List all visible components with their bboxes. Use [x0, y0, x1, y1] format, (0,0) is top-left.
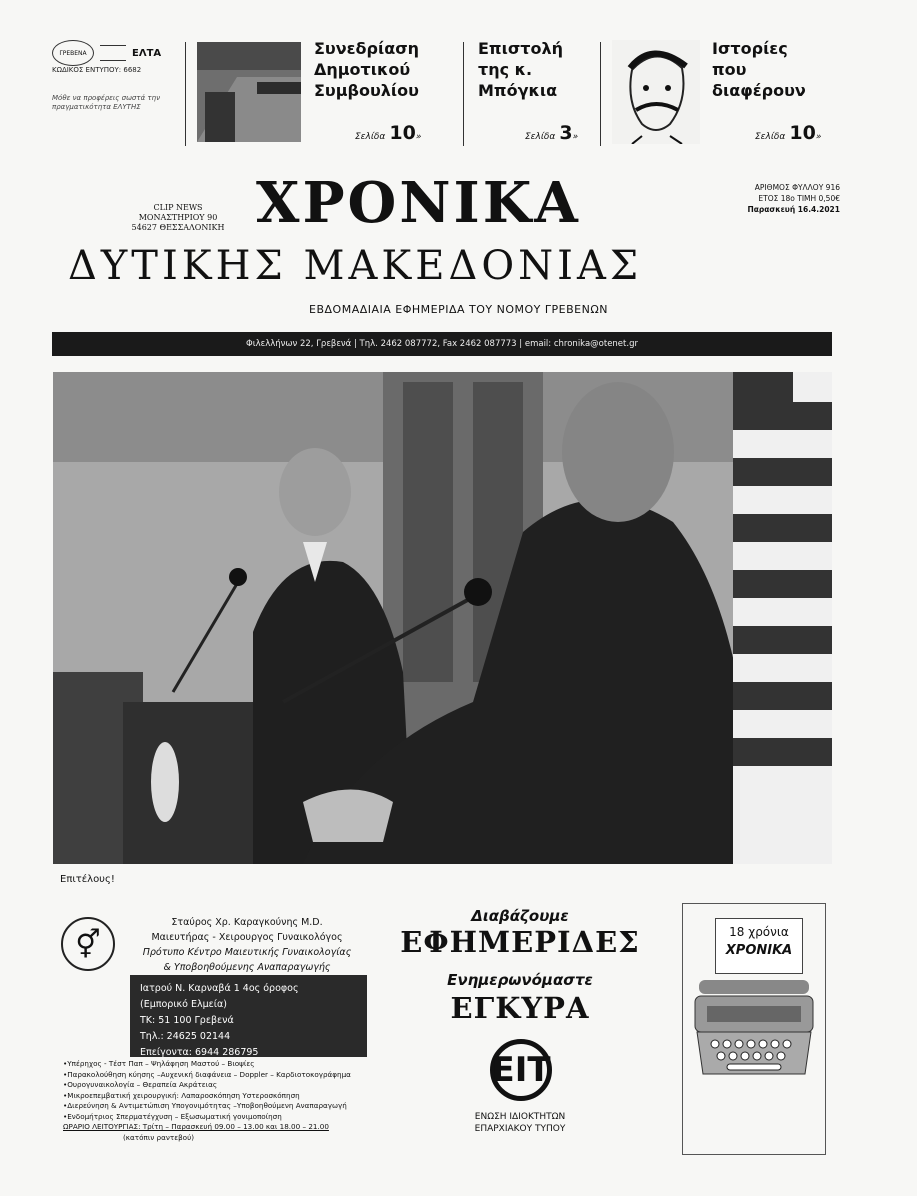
- eit-logo-icon: ΕΙΤ: [490, 1039, 552, 1101]
- teaser-title-council[interactable]: Συνεδρίαση Δημοτικού Συμβουλίου: [314, 39, 420, 100]
- ad-line-informed: Ενημερωνόμαστε: [447, 971, 593, 989]
- issue-info: ΑΡΙΘΜΟΣ ΦΥΛΛΟΥ 916 ΕΤΟΣ 18ο ΤΙΜΗ 0,50€ Παρασκευή 16.4.2021: [747, 183, 840, 214]
- doctor-ad[interactable]: [55, 903, 365, 1153]
- teaser-page-council[interactable]: Σελίδα 10»: [355, 122, 422, 144]
- teaser-title-letter[interactable]: Επιστολή της κ. Μπόγκια: [478, 39, 563, 100]
- teaser-title-stories[interactable]: Ιστορίες που διαφέρουν: [712, 39, 806, 100]
- teaser-page-letter[interactable]: Σελίδα 3»: [525, 122, 579, 144]
- doctor-services: •Υπέρηχος - Τέστ Παπ – Ψηλάφηση Μαστού – Βιοψίες •Παρακολούθηση κύησης –Αυχενική διαφάνεια – Doppler – Καρδιοτοκογράφημα •Ουρογυναικολογία – Θεραπεία Ακράτειας •Μικροεπεμβατική χειρουργική: Λαπαροσκόπηση Υστεροσκόπηση •Διερεύνηση & Αντιμετώπιση Υπογονιμότητας –Υποβοηθούμενη Αναπαραγωγή •Ενδομήτριος Σπερματέγχυση – Εξωσωματική γονιμοποίηση ΩΡΑΡΙΟ ΛΕΙΤΟΥΡΓΙΑΣ: Τρίτη – Παρασκευή 09.00 – 13.00 και 18.00 – 21.00 (κατόπιν ραντεβού): [63, 1059, 351, 1142]
- typewriter-icon: [693, 974, 815, 1084]
- elta-stamp: [52, 40, 182, 66]
- front-photo: [53, 372, 832, 864]
- elta-logo: ΕΛΤΑ: [132, 47, 162, 59]
- quote-note: Μόθε να προφέρεις σωστά την πραγματικότητα ΕΛΥΤΗΣ: [52, 94, 160, 111]
- typewriter-paper: 18 χρόνια ΧΡΟΝΙΚΑ: [715, 918, 803, 974]
- doctor-contact: Ιατρού Ν. Καρναβά 1 4ος όροφος (Εμπορικό Ελμεία) ΤΚ: 51 100 Γρεβενά Τηλ.: 24625 02144 Επείγοντα: 6944 286795: [130, 975, 367, 1057]
- divider: [463, 42, 464, 146]
- union-name: ΕΝΩΣΗ ΙΔΙΟΚΤΗΤΩΝ ΕΠΑΡΧΙΑΚΟΥ ΤΥΠΟΥ: [474, 1112, 566, 1134]
- divider: [185, 42, 186, 146]
- masthead-title: ΧΡΟΝΙΚΑ: [256, 170, 581, 236]
- clip-address: CLIP NEWS ΜΟΝΑΣΤΗΡΙΟΥ 90 54627 ΘΕΣΣΑΛΟΝΙΚΗ: [131, 203, 225, 232]
- anniversary-ad[interactable]: [682, 903, 826, 1155]
- postal-block: [52, 40, 182, 112]
- ad-line-valid: ΕΓΚΥΡΑ: [450, 991, 590, 1025]
- wave-lines-icon: [100, 45, 126, 61]
- tagline: ΕΒΔΟΜΑΔΙΑΙΑ ΕΦΗΜΕΡΙΔΑ ΤΟΥ ΝΟΜΟΥ ΓΡΕΒΕΝΩΝ: [309, 303, 608, 316]
- masthead-subtitle: ΔΥΤΙΚΗΣ ΜΑΚΕΔΟΝΙΑΣ: [68, 243, 643, 289]
- print-code: ΚΩΔΙΚΟΣ ΕΝΤΥΠΟΥ: 6682: [52, 66, 142, 74]
- contact-bar: Φιλελλήνων 22, Γρεβενά | Τηλ. 2462 087772, Fax 2462 087773 | email: chronika@otenet.gr: [52, 332, 832, 356]
- postmark-icon: ΓΡΕΒΕΝΑ: [52, 40, 94, 66]
- photo-caption: Επιτέλους!: [60, 874, 115, 885]
- divider: [600, 42, 601, 146]
- ad-line-read: Διαβάζουμε: [471, 907, 569, 925]
- teaser-thumb-portrait: [612, 40, 700, 144]
- doctor-names: Σταύρος Χρ. Καραγκούνης M.D. Μαιευτήρας - Χειρουργος Γυναικολόγος Πρότυπο Κέντρο Μαιευτικής Γυναικολογίας & Υποβοηθούμενης Αναπαραγωγής: [142, 917, 352, 973]
- teaser-thumb-council: [197, 42, 301, 142]
- ad-line-newspapers: ΕΦΗΜΕΡΙΔΕΣ: [400, 925, 640, 959]
- gender-symbol-icon: ⚥: [61, 917, 115, 971]
- read-newspapers-ad[interactable]: [370, 903, 670, 1153]
- teaser-page-stories[interactable]: Σελίδα 10»: [755, 122, 822, 144]
